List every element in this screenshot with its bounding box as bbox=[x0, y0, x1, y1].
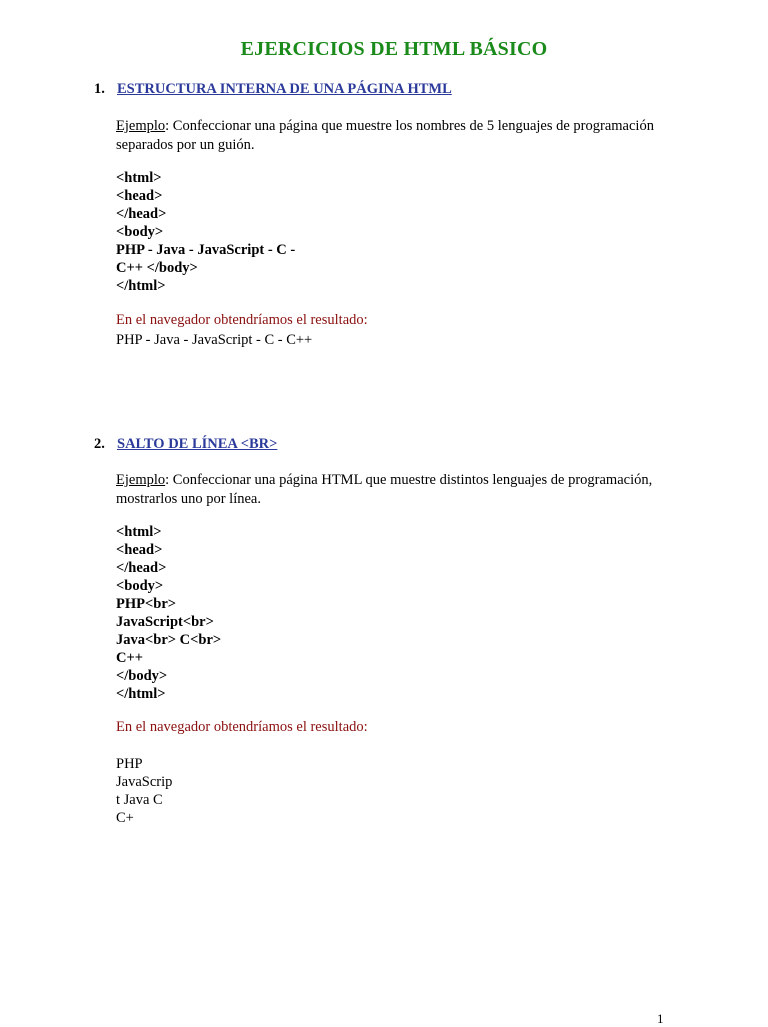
page-number: 1 bbox=[657, 1011, 664, 1026]
code-line: <html> bbox=[116, 524, 162, 540]
page-title: EJERCICIOS DE HTML BÁSICO bbox=[240, 38, 548, 60]
section-2-example bbox=[116, 471, 686, 509]
code-line: JavaScript<br> bbox=[116, 614, 214, 630]
code-line: Java<br> C<br> bbox=[116, 632, 222, 648]
result-line: JavaScrip bbox=[116, 774, 173, 790]
example-text: : Confeccionar una página que muestre los nombres de 5 lenguajes de programación separados por un guión. bbox=[116, 118, 654, 153]
section-2-code bbox=[116, 523, 221, 703]
code-line: <body> bbox=[116, 224, 164, 240]
section-1-heading: ESTRUCTURA INTERNA DE UNA PÁGINA HTML bbox=[117, 81, 452, 97]
code-line: </html> bbox=[116, 278, 166, 294]
code-line: <head> bbox=[116, 542, 163, 558]
code-line: PHP - Java - JavaScript - C - bbox=[116, 242, 296, 258]
example-text: : Confeccionar una página HTML que muestre distintos lenguajes de programación, mostrarlos uno por línea. bbox=[116, 472, 653, 507]
example-label: Ejemplo bbox=[116, 118, 166, 134]
code-line: C++ </body> bbox=[116, 260, 198, 276]
result-line: PHP bbox=[116, 756, 143, 772]
section-2-number: 2. bbox=[94, 436, 105, 452]
section-1-code bbox=[116, 169, 295, 295]
code-line: </body> bbox=[116, 668, 168, 684]
result-line: PHP - Java - JavaScript - C - C++ bbox=[116, 332, 313, 348]
section-1-example bbox=[116, 117, 686, 155]
section-1-number: 1. bbox=[94, 81, 105, 97]
code-line: </html> bbox=[116, 686, 166, 702]
code-line: </head> bbox=[116, 560, 167, 576]
code-line: <body> bbox=[116, 578, 164, 594]
section-2-result-label: En el navegador obtendríamos el resultado: bbox=[116, 719, 368, 735]
result-line: t Java C bbox=[116, 792, 163, 808]
code-line: C++ bbox=[116, 650, 143, 666]
code-line: </head> bbox=[116, 206, 167, 222]
example-label: Ejemplo bbox=[116, 472, 166, 488]
result-line: C+ bbox=[116, 810, 134, 826]
section-1-result bbox=[116, 331, 312, 349]
code-line: <html> bbox=[116, 170, 162, 186]
section-2-result bbox=[116, 755, 172, 827]
section-1-result-label: En el navegador obtendríamos el resultado: bbox=[116, 312, 368, 328]
code-line: PHP<br> bbox=[116, 596, 177, 612]
code-line: <head> bbox=[116, 188, 163, 204]
section-2-heading: SALTO DE LÍNEA <BR> bbox=[117, 436, 278, 452]
